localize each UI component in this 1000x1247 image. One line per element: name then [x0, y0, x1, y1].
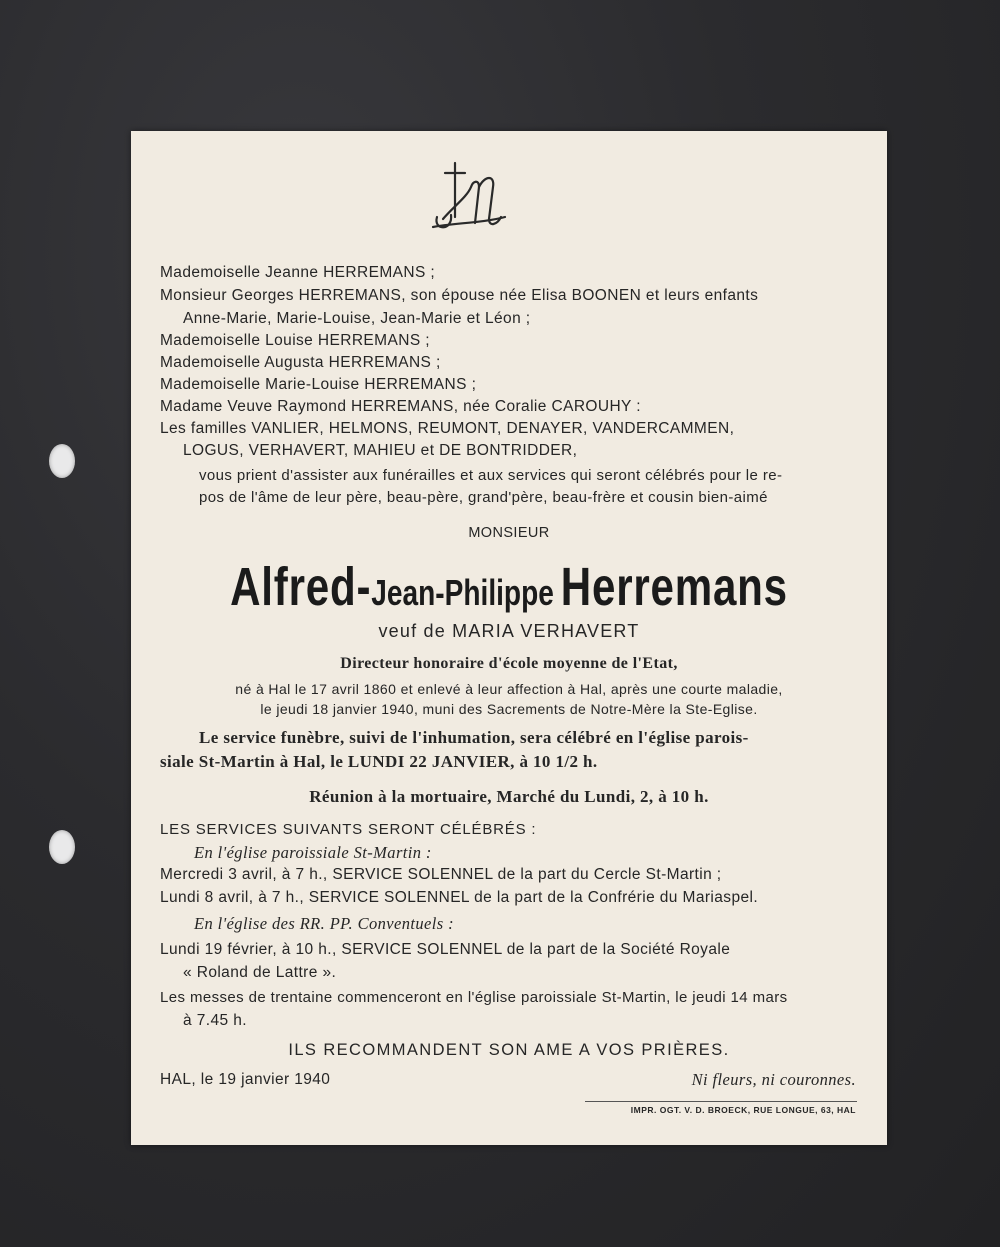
church-st-martin: En l'église paroissiale St-Martin : — [194, 843, 432, 862]
place-date: HAL, le 19 janvier 1940 — [160, 1071, 331, 1088]
reunion-line: Réunion à la mortuaire, Marché du Lundi, 2, à 10 h. — [309, 787, 709, 806]
recommendation: ILS RECOMMANDENT SON AME A VOS PRIÈRES. — [288, 1041, 730, 1059]
masses-line-2: à 7.45 h. — [183, 1012, 247, 1029]
funeral-line-1: Le service funèbre, suivi de l'inhumation, sera célébré en l'église parois- — [199, 728, 749, 747]
family-line-4: Mademoiselle Louise HERREMANS ; — [160, 332, 430, 349]
no-flowers-note: Ni fleurs, ni couronnes. — [691, 1070, 856, 1089]
death-line: le jeudi 18 janvier 1940, muni des Sacrements de Notre-Mère la Ste-Eglise. — [260, 701, 758, 717]
family-line-6: Mademoiselle Marie-Louise HERREMANS ; — [160, 376, 477, 393]
family-line-7: Madame Veuve Raymond HERREMANS, née Coralie CAROUHY : — [160, 398, 641, 415]
deceased-first-name: Alfred- — [230, 557, 372, 617]
birth-line: né à Hal le 17 avril 1860 et enlevé à leur affection à Hal, après une courte maladie, — [235, 681, 783, 697]
deceased-middle-names: Jean-Philippe — [371, 572, 554, 613]
family-line-1: Mademoiselle Jeanne HERREMANS ; — [160, 264, 436, 281]
family-line-5: Mademoiselle Augusta HERREMANS ; — [160, 354, 441, 371]
printer-rule — [585, 1101, 857, 1102]
family-line-3: Anne-Marie, Marie-Louise, Jean-Marie et Léon ; — [183, 310, 531, 327]
funeral-line-2: siale St-Martin à Hal, le LUNDI 22 JANVIER, à 10 1/2 h. — [160, 752, 598, 771]
invitation-line-1: vous prient d'assister aux funérailles et aux services qui seront célébrés pour le re- — [199, 467, 783, 484]
printer-imprint: IMPR. OGT. V. D. BROECK, RUE LONGUE, 63, HAL — [630, 1105, 856, 1115]
masses-line-1: Les messes de trentaine commenceront en l'église paroissiale St-Martin, le jeudi 14 mars — [160, 989, 788, 1006]
invitation-line-2: pos de l'âme de leur père, beau-père, grand'père, beau-frère et cousin bien-aimé — [199, 489, 768, 506]
church-conventuels: En l'église des RR. PP. Conventuels : — [194, 914, 454, 933]
service-line-3-cont: « Roland de Lattre ». — [183, 964, 337, 981]
service-line-3: Lundi 19 février, à 10 h., SERVICE SOLENNEL de la part de la Société Royale — [160, 941, 731, 958]
deceased-surname: Herremans — [560, 557, 788, 617]
family-line-8: Les familles VANLIER, HELMONS, REUMONT, DENAYER, VANDERCAMMEN, — [160, 420, 735, 437]
family-line-9: LOGUS, VERHAVERT, MAHIEU et DE BONTRIDDER, — [183, 442, 578, 459]
family-line-2 — [160, 287, 858, 305]
service-line-1: Mercredi 3 avril, à 7 h., SERVICE SOLENNEL de la part du Cercle St-Martin ; — [160, 866, 722, 883]
deceased-title: Directeur honoraire d'école moyenne de l'Etat, — [340, 655, 678, 672]
binder-hole-bottom — [49, 830, 75, 864]
binder-hole-top — [49, 444, 75, 478]
cross-monogram-icon — [423, 157, 513, 237]
honorific: MONSIEUR — [468, 525, 550, 541]
widower-line: veuf de MARIA VERHAVERT — [378, 621, 640, 641]
services-header: LES SERVICES SUIVANTS SERONT CÉLÉBRÉS : — [160, 821, 537, 838]
family-line-2-text: Monsieur Georges HERREMANS, son épouse née Elisa BOONEN et leurs enfants — [160, 287, 759, 304]
death-notice-card — [131, 131, 887, 1145]
deceased-name — [214, 556, 804, 618]
service-line-2: Lundi 8 avril, à 7 h., SERVICE SOLENNEL de la part de la Confrérie du Mariaspel. — [160, 889, 759, 906]
